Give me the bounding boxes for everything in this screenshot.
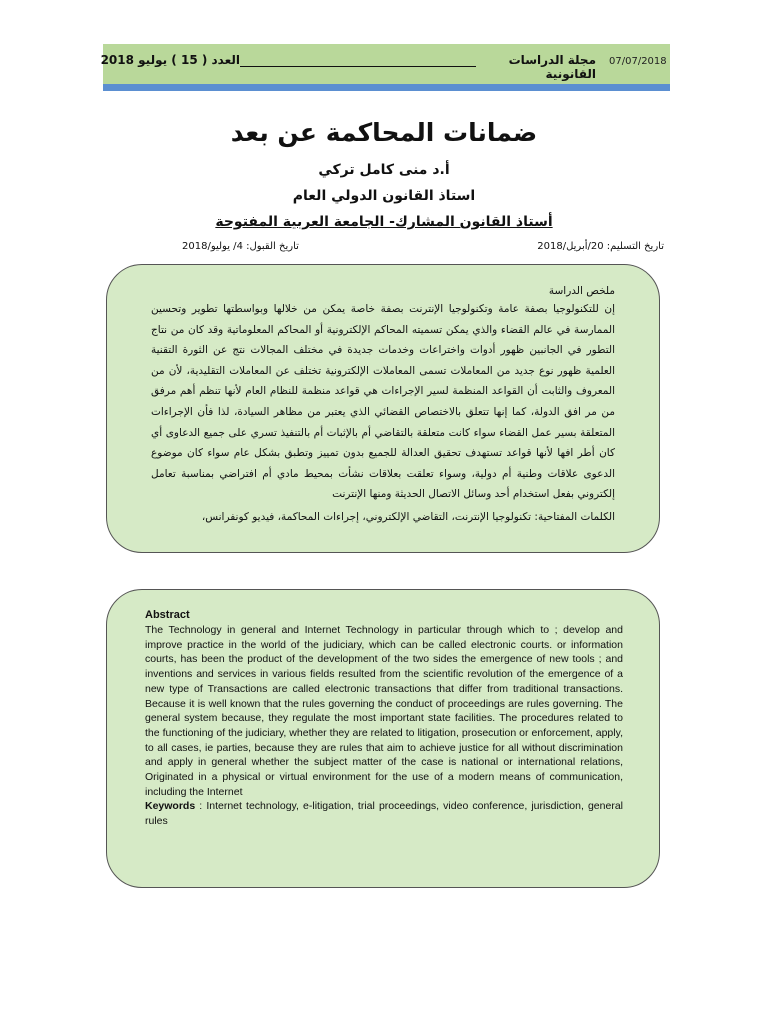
author-name: أ.د منى كامل تركي [318, 162, 450, 178]
header-rule [240, 66, 476, 67]
arabic-abstract-text: إن للتكنولوجيا بصفة عامة وتكنولوجيا الإنترنت بصفة خاصة يمكن من خلالها وبواسطتها تطوير وتحسين الممارسة في عالم القضاء والذي يمكن تسميته المحاكم الإلكترونية أو المحاكم المعلوماتية وقد كان من نتاج التطور في الجانبين ظهور أدوات واختراعات وخدمات جديدة في مختلف المجالات نتج عن الثورة التقنية العلمية ظهور نوع جديد من المعاملات تسمى المعاملات الإلكترونية تختلف عن المعاملات التقليدية، لأن من المعروف والثابت أن القواعد المنظمة لسير الإجراءات هي قواعد منظمة للنظام العام لأنها تنظم أهم مرفق من مر افق الدولة، كما إنها تتعلق بالاختصاص القضائي الذي يعتبر من مظاهر السيادة، لذا فأن الإجراءات المتعلقة بسير عمل القضاء سواء كانت متعلقة بالتقاضي أم بالإثبات أم بالتنفيذ تسري على جميع الدعاوى أي كان أطر افها لأنها قواعد تستهدف تحقيق العدالة للجميع بدون تمييز وتطبق بشكل عام سواء كان موضوع الدعوى علاقات وطنية أم دولية، وسواء تعلقت بعلاقات نشأت بمحيط مادي أم افتراضي بمناسبة تعامل إلكتروني بفعل استخدام أحد وسائل الاتصال الحديثة ومنها الإنترنت [151, 303, 615, 501]
journal-name: مجلة الدراسات القانونية [508, 53, 596, 81]
arabic-abstract-label: ملخص الدراسة [548, 285, 615, 297]
affiliation-text: أستاذ القانون المشارك- الجامعة العربية المفتوحة [215, 214, 553, 230]
english-keywords [145, 799, 623, 828]
header-date: 07/07/2018 [609, 56, 667, 67]
received-date: تاريخ التسليم: 20/أبريل/2018 [537, 241, 664, 252]
english-abstract-box [106, 589, 660, 888]
accepted-date: تاريخ القبول: 4/ يوليو/2018 [182, 241, 299, 252]
header-accent-bar [103, 84, 670, 91]
keywords-label: Keywords [145, 800, 196, 813]
author-affiliation [0, 214, 768, 230]
keywords-text: : Internet technology, e-litigation, trial proceedings, video conference, jurisdiction, general rules [145, 800, 623, 828]
english-abstract-text: The Technology in general and Internet Technology in particular through which to ; develop and improve practice in the world of the judiciary, which can be called electronic courts. or information courts, has been the product of the development of the two sides the emergence of new tools ; and inventions and services in various fields resulted from the scientific revolution of the emergence of a new type of Transactions are called electronic transactions that differ from traditional transactions. Because it is well known that the rules governing the conduct of proceedings are rules governing. The general system because, they regulate the most important state facilities. The procedures related to the functioning of the judiciary, whether they are related to litigation, prosecution or enforcement, apply, to all cases, ie parties, because they are rules that aim to achieve justice for all without discrimination and apply in general whether the subject matter of the case is national or international relations, Originated in a physical or virtual environment for the use of a modern means of communication, including the Internet [145, 624, 623, 798]
arabic-keywords: الكلمات المفتاحية: تكنولوجيا الإنترنت، التقاضي الإلكتروني، إجراءات المحاكمة، فيديو كونفرانس، [201, 510, 615, 523]
arabic-abstract-box [106, 264, 660, 553]
article-title: ضمانات المحاكمة عن بعد [230, 118, 538, 147]
author-role: استاذ القانون الدولي العام [292, 188, 476, 204]
english-abstract-label: Abstract [145, 609, 190, 621]
issue-number: العدد ( 15 ) يوليو 2018 [100, 53, 240, 67]
